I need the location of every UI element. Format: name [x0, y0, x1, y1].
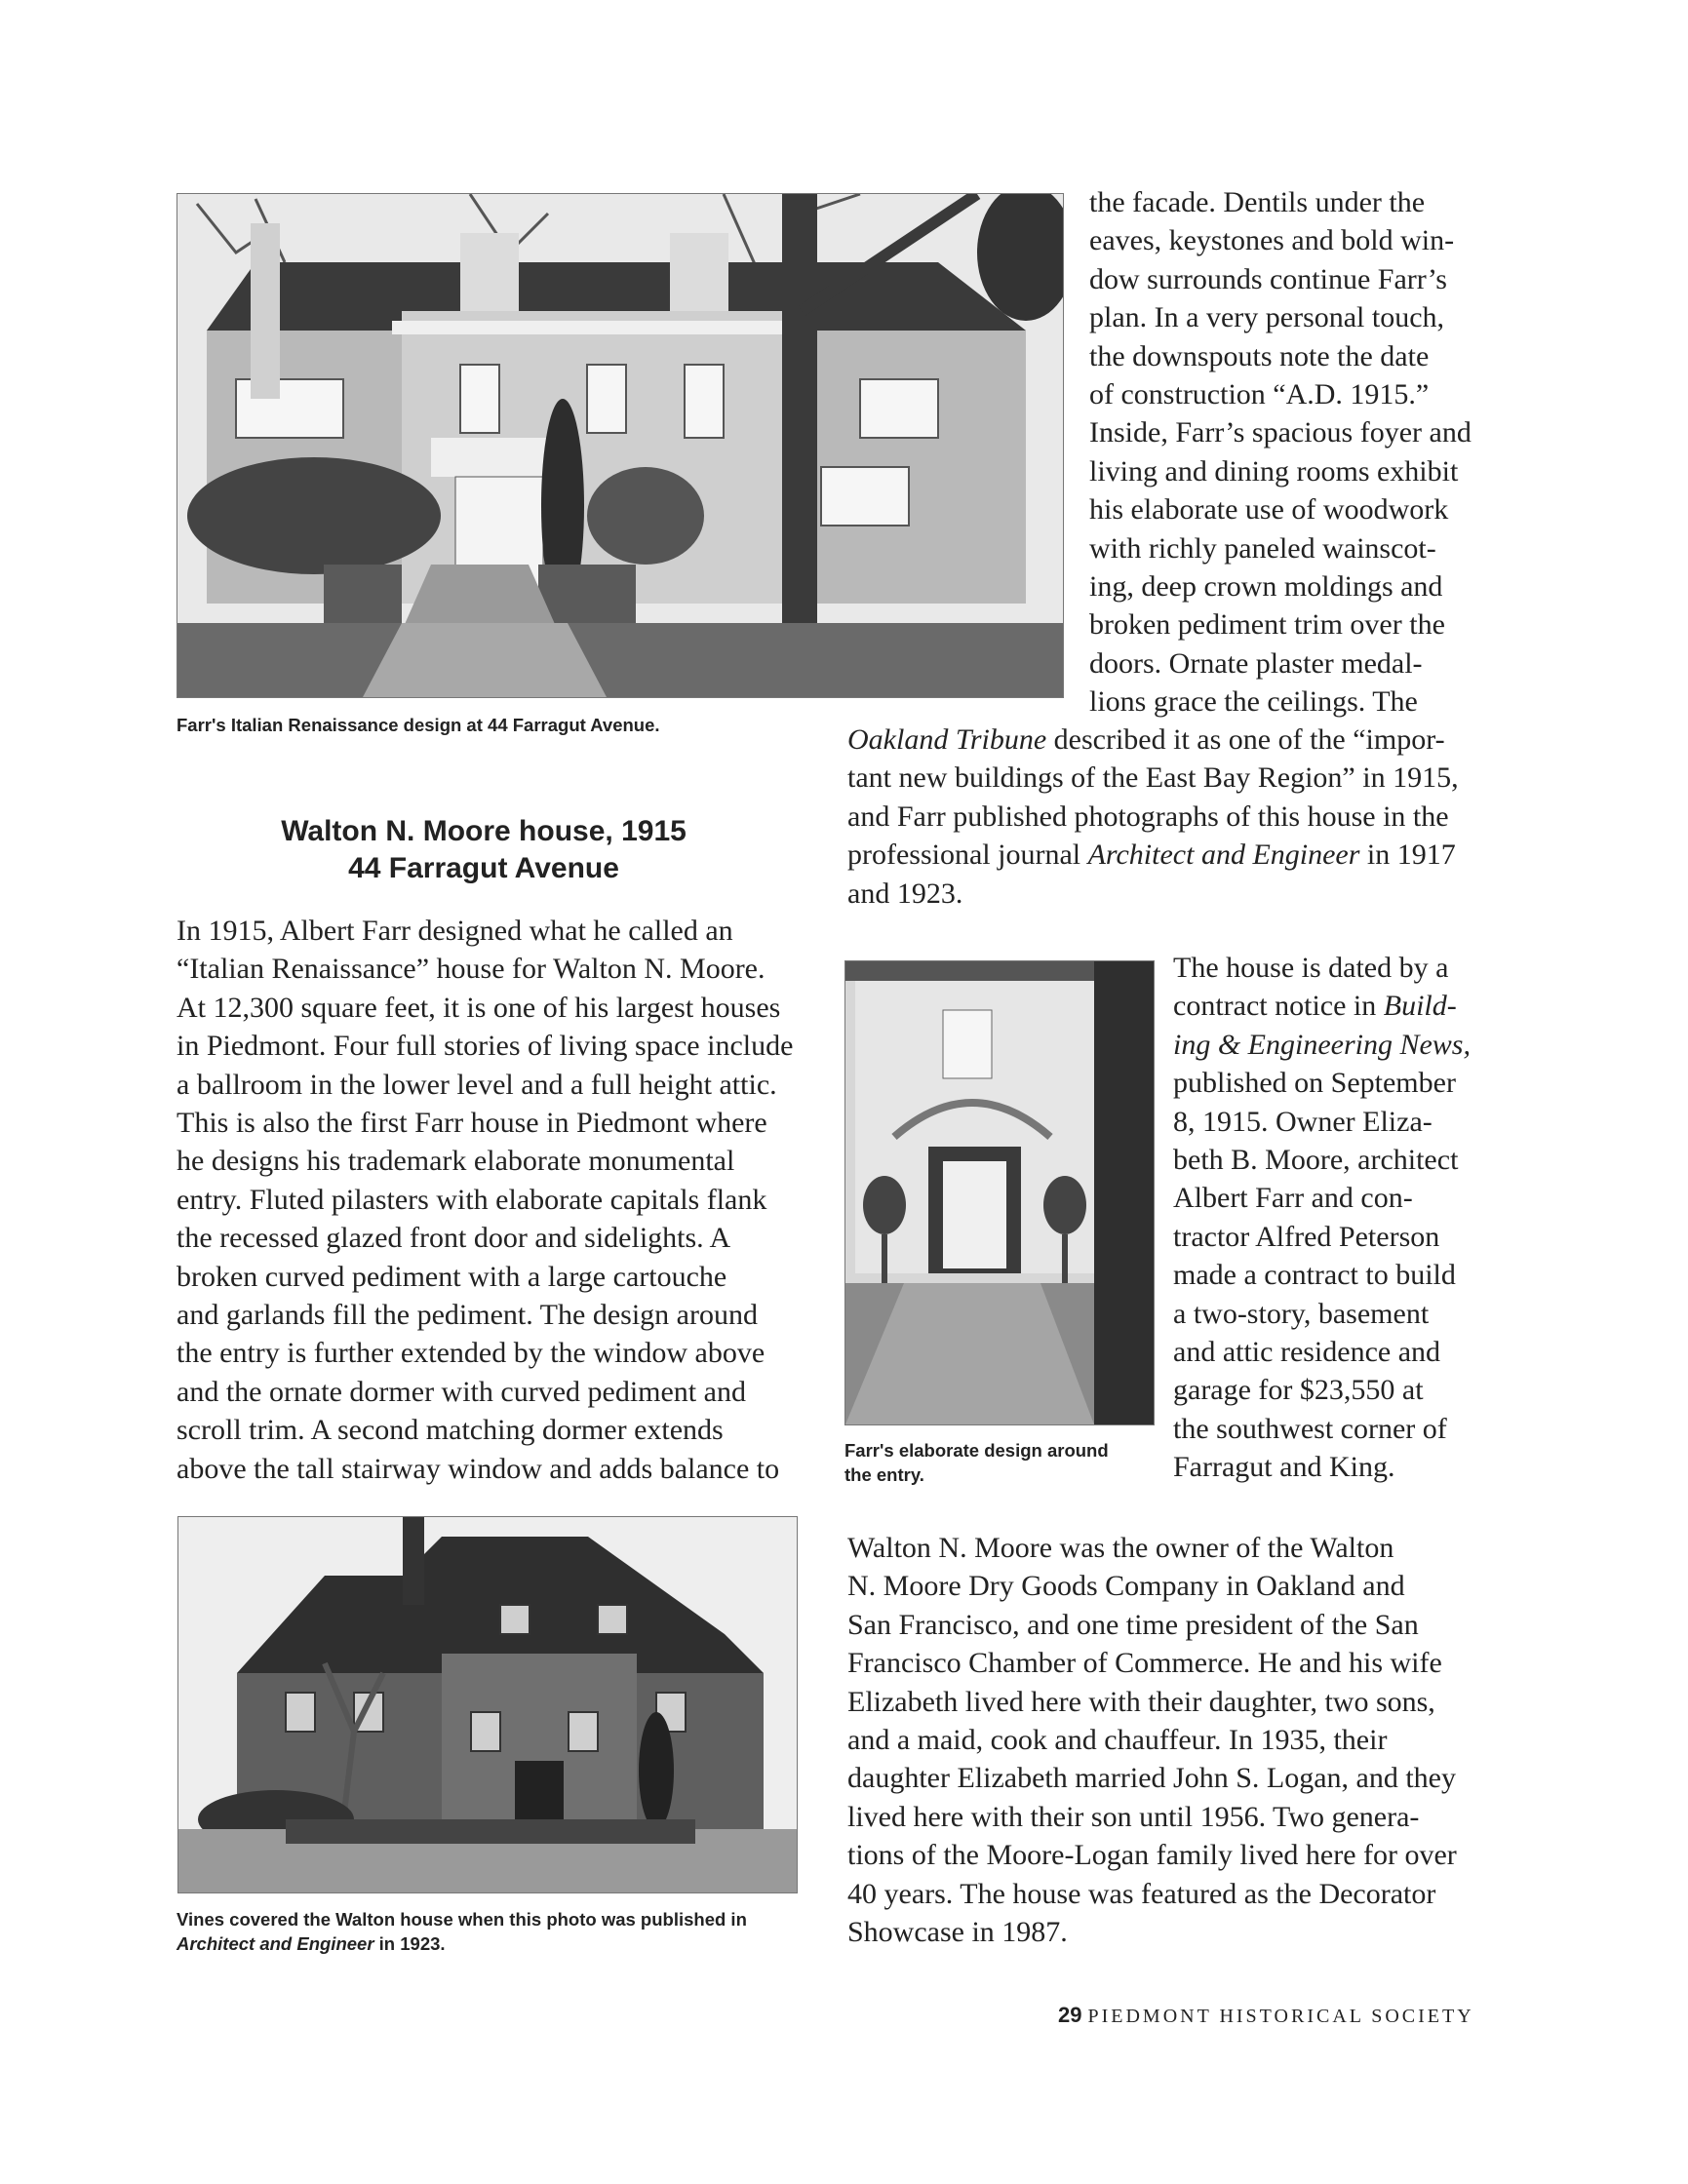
text-segment: in 1917 and 1923.	[847, 838, 1456, 910]
publication-title: Architect and Engineer	[1087, 838, 1360, 872]
body-text-right-narrow: the facade. Dentils under the eaves, keystones and bold win- dow surrounds continue Farr’s plan. In a very personal touch, the downspouts note the date of construction “A.D. 1915.” Inside, Farr’s spacious foyer and living and dining rooms exhibit his elaborate use of woodwork with richly paneled wainscot- ing, deep crown moldings and broken pediment trim over the doors. Ornate plaster medal- lions grace the ceilings. The	[1089, 186, 1472, 719]
publication-name: PIEDMONT HISTORICAL SOCIETY	[1087, 2006, 1474, 2027]
text-segment: tant new buildings of the East Bay Region” in 1915, and Farr published photographs of this house in the professional journal	[847, 761, 1459, 872]
body-text-right-middle	[1173, 949, 1495, 1487]
text-segment: The house is dated by a	[1173, 952, 1449, 984]
publication-title: Build-	[1383, 990, 1457, 1023]
publication-title: Architect and Engineer	[177, 1933, 374, 1954]
photo-caption-entry: Farr's elaborate design around the entry.	[844, 1440, 1109, 1485]
page-footer	[1058, 2003, 1474, 2028]
page-number: 29	[1058, 2003, 1082, 2027]
section-title-line1: Walton N. Moore house, 1915	[281, 815, 687, 847]
section-title	[177, 813, 791, 887]
text-segment: published on September 8, 1915. Owner Eliza- beth B. Moore, architect Albert Farr and con- tractor Alfred Peterson made a contract to build a two-story, basement and attic residence and garage for $23,550 at the southwest corner of Farragut and King.	[1173, 1067, 1459, 1484]
photo-caption-vines	[177, 1907, 801, 1956]
publication-title: ing & Engineering News,	[1173, 1028, 1471, 1061]
text-segment: contract notice in	[1173, 990, 1384, 1023]
photo-entry-detail	[844, 960, 1155, 1425]
text-segment: in 1923.	[373, 1933, 446, 1954]
body-text-left: In 1915, Albert Farr designed what he called an “Italian Renaissance” house for Walton N. Moore. At 12,300 square feet, it is one of his largest houses in Piedmont. Four full stories of living space include a ballroom in the lower level and a full height attic. This is also the first Farr house in Piedmont where he designs his trademark elaborate monumental entry. Fluted pilasters with elaborate capitals flank the recessed glazed front door and sidelights. A broken curved pediment with a large cartouche and garlands fill the pediment. The design around the entry is further extended by the window above and the ornate dormer with curved pediment and scroll trim. A second matching dormer extends above the tall stairway window and adds balance to	[177, 915, 794, 1485]
photo-vines-house	[177, 1516, 798, 1893]
text-segment: Vines covered the Walton house when this photo was published in	[177, 1909, 747, 1930]
photo-caption-facade: Farr's Italian Renaissance design at 44 Farragut Avenue.	[177, 715, 660, 735]
publication-title: Oakland Tribune	[847, 723, 1047, 756]
body-text-right-bottom: Walton N. Moore was the owner of the Walton N. Moore Dry Goods Company in Oakland and San Francisco, and one time president of the San Francisco Chamber of Commerce. He and his wife Elizabeth lived here with their daughter, two sons, and a maid, cook and chauffeur. In 1935, their daughter Elizabeth married John S. Logan, and they lived here with their son until 1956. Two genera- tions of the Moore-Logan family lived here for over 40 years. The house was featured as the Decorator Showcase in 1987.	[847, 1532, 1457, 1949]
section-title-line2: 44 Farragut Avenue	[348, 852, 619, 884]
photo-house-facade	[177, 193, 1064, 698]
text-segment: described it as one of the “impor-	[1046, 723, 1445, 756]
body-text-right-wide	[847, 721, 1472, 913]
